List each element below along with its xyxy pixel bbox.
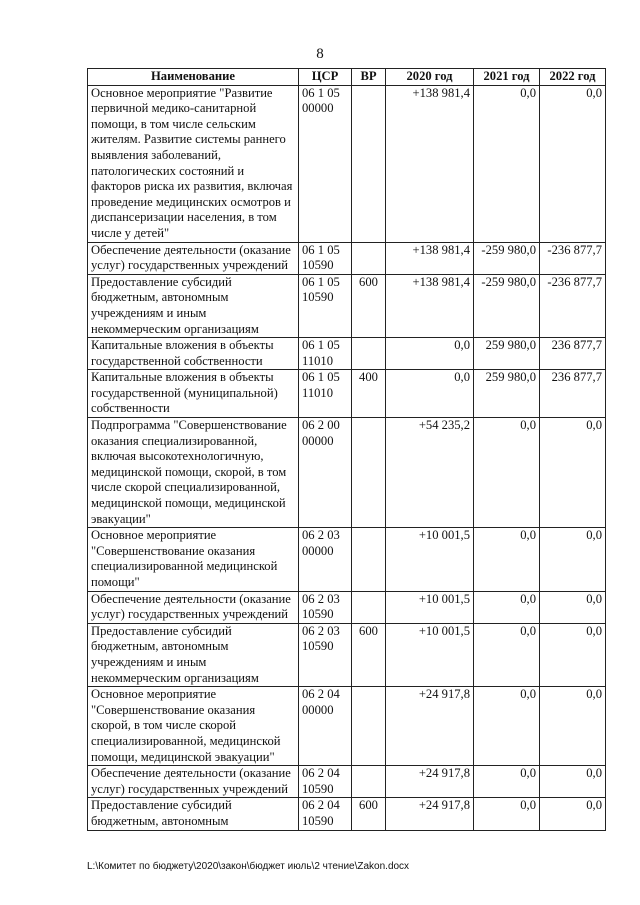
cell-2022: 236 877,7 <box>540 370 606 418</box>
cell-vr <box>352 766 386 798</box>
cell-2022: 236 877,7 <box>540 338 606 370</box>
column-header-2020: 2020 год <box>386 69 474 86</box>
cell-csr: 06 1 05 00000 <box>299 85 352 242</box>
cell-name: Основное мероприятие "Совершенствование оказания специализированной медицинской помощи" <box>88 528 299 591</box>
cell-2021: -259 980,0 <box>474 274 540 337</box>
cell-name: Подпрограмма "Совершенствование оказания специализированной, включая высокотехнологичную, медицинской помощи, скорой, в том числе скорой специализированной, медицинской помощи, медицинской эвакуации" <box>88 418 299 528</box>
cell-2022: 0,0 <box>540 528 606 591</box>
cell-name: Обеспечение деятельности (оказание услуг) государственных учреждений <box>88 591 299 623</box>
cell-name: Предоставление субсидий бюджетным, автономным учреждениям и иным некоммерческим организациям <box>88 274 299 337</box>
cell-csr: 06 2 04 10590 <box>299 766 352 798</box>
cell-2022: 0,0 <box>540 418 606 528</box>
cell-2020: +138 981,4 <box>386 85 474 242</box>
cell-csr: 06 1 05 10590 <box>299 242 352 274</box>
cell-vr <box>352 687 386 766</box>
cell-2021: 0,0 <box>474 623 540 686</box>
cell-csr: 06 2 00 00000 <box>299 418 352 528</box>
cell-2021: 0,0 <box>474 766 540 798</box>
cell-name: Обеспечение деятельности (оказание услуг) государственных учреждений <box>88 766 299 798</box>
cell-vr: 600 <box>352 623 386 686</box>
cell-name: Основное мероприятие "Совершенствование оказания скорой, в том числе скорой специализированной, медицинской помощи, медицинской эвакуации" <box>88 687 299 766</box>
table-row <box>88 274 606 337</box>
cell-2022: 0,0 <box>540 687 606 766</box>
table-row <box>88 766 606 798</box>
cell-csr: 06 2 03 00000 <box>299 528 352 591</box>
budget-table <box>87 68 606 831</box>
table-row <box>88 528 606 591</box>
cell-2020: +138 981,4 <box>386 242 474 274</box>
cell-2021: -259 980,0 <box>474 242 540 274</box>
table-row <box>88 242 606 274</box>
cell-2020: 0,0 <box>386 338 474 370</box>
cell-2020: +24 917,8 <box>386 687 474 766</box>
cell-vr <box>352 85 386 242</box>
cell-2021: 0,0 <box>474 687 540 766</box>
cell-2020: +10 001,5 <box>386 591 474 623</box>
cell-csr: 06 1 05 11010 <box>299 370 352 418</box>
cell-vr: 400 <box>352 370 386 418</box>
cell-2022: 0,0 <box>540 623 606 686</box>
cell-csr: 06 1 05 11010 <box>299 338 352 370</box>
cell-vr <box>352 591 386 623</box>
cell-2022: -236 877,7 <box>540 242 606 274</box>
file-path-footer: L:\Комитет по бюджету\2020\закон\бюджет июль\2 чтение\Zakon.docx <box>87 861 410 872</box>
table-row <box>88 418 606 528</box>
column-header-csr: ЦСР <box>299 69 352 86</box>
cell-2021: 259 980,0 <box>474 338 540 370</box>
cell-2021: 0,0 <box>474 85 540 242</box>
cell-2020: +54 235,2 <box>386 418 474 528</box>
cell-2020: +10 001,5 <box>386 528 474 591</box>
cell-vr <box>352 528 386 591</box>
cell-2022: 0,0 <box>540 591 606 623</box>
cell-csr: 06 2 04 10590 <box>299 798 352 830</box>
cell-vr <box>352 338 386 370</box>
cell-name: Основное мероприятие "Развитие первичной медико-санитарной помощи, в том числе сельским жителям. Развитие системы раннего выявления заболеваний, патологических состояний и факторов риска их развития, включая проведение медицинских осмотров и диспансеризации населения, в том числе у детей" <box>88 85 299 242</box>
table-header-row <box>88 69 606 86</box>
cell-2020: +138 981,4 <box>386 274 474 337</box>
table-body <box>88 85 606 830</box>
table-row <box>88 591 606 623</box>
cell-2022: -236 877,7 <box>540 274 606 337</box>
cell-2021: 0,0 <box>474 798 540 830</box>
cell-2020: +24 917,8 <box>386 798 474 830</box>
cell-csr: 06 2 03 10590 <box>299 623 352 686</box>
cell-2021: 0,0 <box>474 528 540 591</box>
cell-vr <box>352 418 386 528</box>
table-row <box>88 85 606 242</box>
cell-2020: 0,0 <box>386 370 474 418</box>
cell-vr <box>352 242 386 274</box>
cell-vr: 600 <box>352 274 386 337</box>
cell-2021: 259 980,0 <box>474 370 540 418</box>
cell-csr: 06 1 05 10590 <box>299 274 352 337</box>
cell-2020: +10 001,5 <box>386 623 474 686</box>
column-header-2022: 2022 год <box>540 69 606 86</box>
table-row <box>88 623 606 686</box>
cell-2022: 0,0 <box>540 766 606 798</box>
table-row <box>88 338 606 370</box>
page-number: 8 <box>316 46 324 62</box>
cell-2020: +24 917,8 <box>386 766 474 798</box>
cell-name: Обеспечение деятельности (оказание услуг) государственных учреждений <box>88 242 299 274</box>
cell-name: Предоставление субсидий бюджетным, автономным учреждениям и иным некоммерческим организациям <box>88 623 299 686</box>
column-header-name: Наименование <box>88 69 299 86</box>
cell-2021: 0,0 <box>474 591 540 623</box>
cell-2022: 0,0 <box>540 798 606 830</box>
cell-csr: 06 2 04 00000 <box>299 687 352 766</box>
column-header-vr: ВР <box>352 69 386 86</box>
table-row <box>88 370 606 418</box>
cell-csr: 06 2 03 10590 <box>299 591 352 623</box>
cell-name: Капитальные вложения в объекты государственной (муниципальной) собственности <box>88 370 299 418</box>
cell-2021: 0,0 <box>474 418 540 528</box>
column-header-2021: 2021 год <box>474 69 540 86</box>
cell-vr: 600 <box>352 798 386 830</box>
cell-name: Капитальные вложения в объекты государственной собственности <box>88 338 299 370</box>
table-row <box>88 687 606 766</box>
cell-2022: 0,0 <box>540 85 606 242</box>
table-row <box>88 798 606 830</box>
cell-name: Предоставление субсидий бюджетным, автономным <box>88 798 299 830</box>
